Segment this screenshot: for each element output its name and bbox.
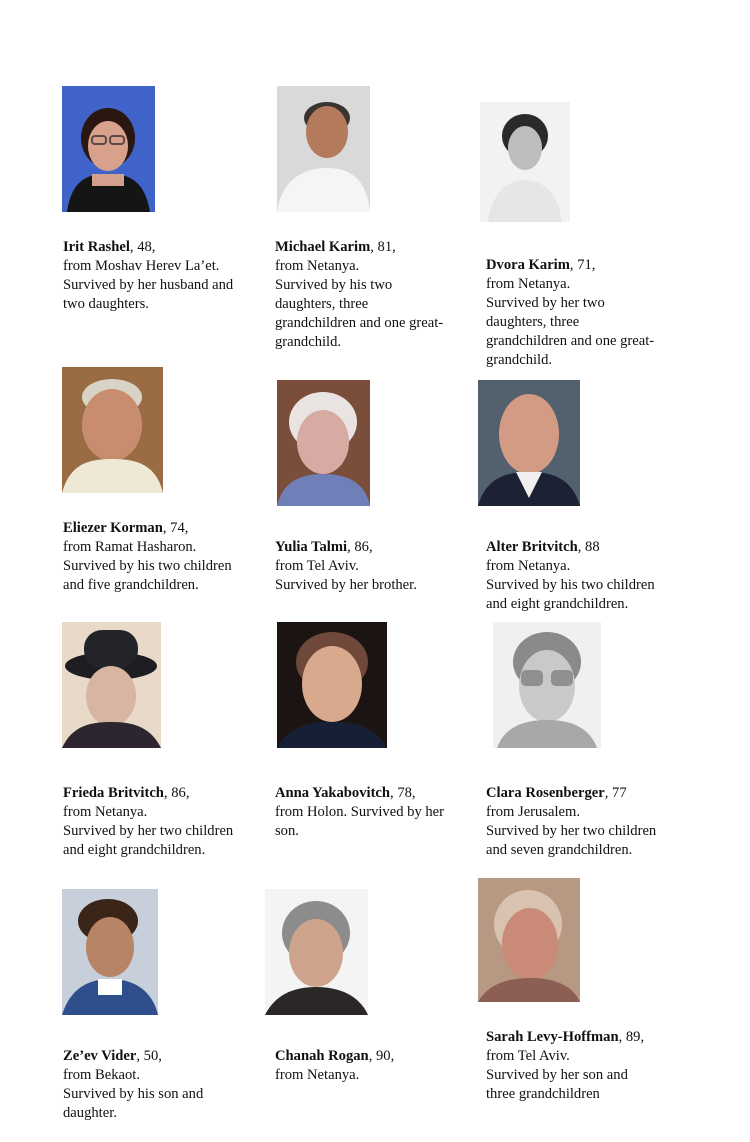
person-caption <box>63 1028 263 1142</box>
person-details: from Bekaot. Survived by his son and daughter. <box>63 1067 204 1121</box>
person-name: Frieda Britvitch <box>63 785 164 801</box>
portrait-elderly-woman-icon <box>265 889 368 1015</box>
person-details: from Jerusalem. Survived by her two children and seven grandchildren. <box>486 804 657 858</box>
portrait-woman-glasses-icon <box>62 86 155 212</box>
person-name: Anna Yakabovitch <box>275 785 391 801</box>
person-age: , 71, <box>569 257 596 273</box>
portrait-elderly-man-icon <box>62 367 163 493</box>
portrait-photo <box>478 878 580 1002</box>
portrait-woman-hat-icon <box>62 622 161 748</box>
person-caption <box>63 500 263 614</box>
person-caption <box>486 519 686 633</box>
person-details: from Tel Aviv. Survived by her son and three grandchildren <box>486 1048 628 1102</box>
portrait-elderly-woman-icon <box>277 380 370 506</box>
person-age: , 78, <box>390 785 416 801</box>
portrait-photo <box>493 622 601 748</box>
portrait-woman-bw-icon <box>480 102 570 222</box>
person-age: , 74, <box>162 520 189 536</box>
person-details: from Tel Aviv. Survived by her brother. <box>275 558 417 593</box>
person-name: Alter Britvitch <box>486 539 578 555</box>
person-name: Sarah Levy-Hoffman <box>486 1029 619 1045</box>
person-name: Irit Rashel <box>63 239 130 255</box>
person-age: , 86, <box>163 785 190 801</box>
person-age: , 77 <box>604 785 627 801</box>
person-age: , 88 <box>577 539 600 555</box>
person-details: from Netanya. Survived by her two daughters, three grandchildren and one great- grandchild. <box>486 276 655 368</box>
portrait-photo <box>62 367 163 493</box>
person-name: Ze’ev Vider <box>63 1048 137 1064</box>
person-details: from Netanya. Survived by his two children and eight grandchildren. <box>486 558 655 612</box>
portrait-photo <box>265 889 368 1015</box>
portrait-photo <box>277 622 387 748</box>
portrait-photo <box>480 102 570 222</box>
person-caption <box>486 765 686 879</box>
person-name: Dvora Karim <box>486 257 570 273</box>
person-details: from Holon. Survived by her son. <box>275 804 445 839</box>
person-details: from Ramat Hasharon. Survived by his two children and five grandchildren. <box>63 539 232 593</box>
portrait-photo <box>62 889 158 1015</box>
person-age: , 48, <box>129 239 156 255</box>
person-age: , 86, <box>347 539 373 555</box>
person-caption <box>275 765 475 860</box>
portrait-man-icon <box>277 86 370 212</box>
portrait-elderly-man-suit-icon <box>478 380 580 506</box>
person-name: Chanah Rogan <box>275 1048 369 1064</box>
person-age: , 90, <box>368 1048 395 1064</box>
person-details: from Netanya. Survived by his two daughters, three grandchildren and one great- grandchild. <box>275 258 444 350</box>
person-age: , 50, <box>136 1048 162 1064</box>
person-name: Yulia Talmi <box>275 539 348 555</box>
person-caption <box>275 1028 475 1104</box>
portrait-photo <box>62 622 161 748</box>
person-caption <box>63 765 263 879</box>
portrait-elderly-woman-icon <box>277 622 387 748</box>
portrait-photo <box>277 380 370 506</box>
person-details: from Moshav Herev La’et. Survived by her husband and two daughters. <box>63 258 234 312</box>
person-name: Clara Rosenberger <box>486 785 605 801</box>
person-name: Eliezer Korman <box>63 520 163 536</box>
person-caption <box>63 219 263 333</box>
person-details: from Netanya. Survived by her two children and eight grandchildren. <box>63 804 234 858</box>
person-age: , 89, <box>618 1029 645 1045</box>
person-caption <box>486 237 686 389</box>
person-caption <box>486 1009 686 1123</box>
portrait-photo <box>62 86 155 212</box>
person-name: Michael Karim <box>275 239 371 255</box>
portrait-elderly-woman-icon <box>478 878 580 1002</box>
portrait-woman-glasses-bw-icon <box>493 622 601 748</box>
person-age: , 81, <box>370 239 396 255</box>
portrait-man-icon <box>62 889 158 1015</box>
person-caption <box>275 519 475 614</box>
person-caption <box>275 219 475 371</box>
portrait-photo <box>277 86 370 212</box>
person-details: from Netanya. <box>275 1067 360 1083</box>
portrait-photo <box>478 380 580 506</box>
